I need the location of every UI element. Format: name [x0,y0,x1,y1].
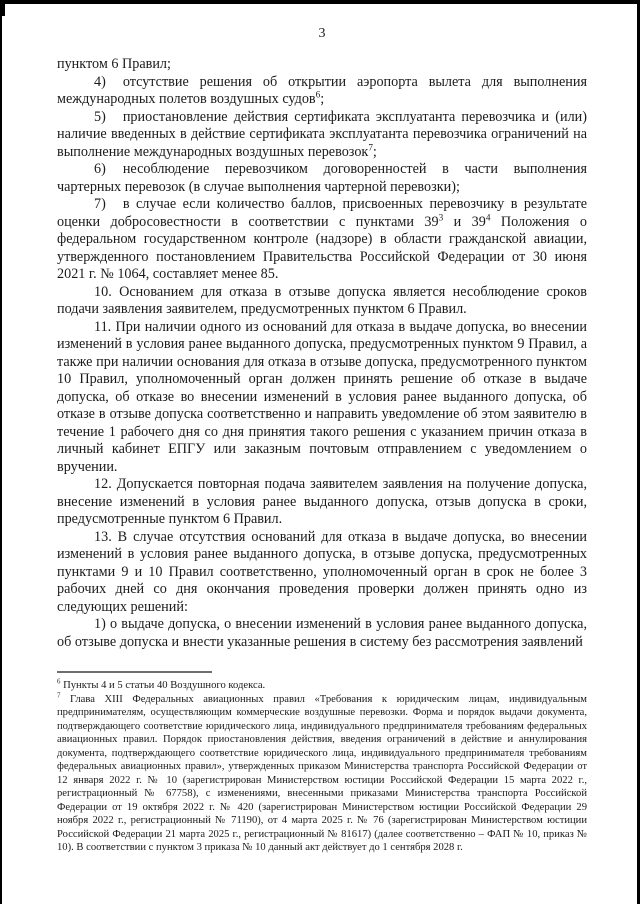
footnote-marker: 7 [57,691,61,699]
footnote-marker: 6 [57,678,61,686]
footnote-ref: 4 [485,211,491,222]
scan-edge-left-notch [0,0,5,16]
footnote: $^6$ Пункты 4 и 5 статьи 40 Воздушного кодекса. [57,678,266,691]
document-body [57,56,587,651]
paragraph: 10. Основанием для отказа в отзыве допуска является несоблюдение сроков подачи заявления заявителем, предусмотренных пунктом 6 Правил. [57,283,587,317]
paragraph: 4) отсутствие решения об открытии аэропорта вылета для выполнения международных полетов воздушных судов$^6$; [57,73,587,107]
paragraph: 7) в случае если количество баллов, присвоенных перевозчику в результате оценки добросовестности в соответствии с пунктами $39^3$ и $39^4$ Положения о федеральном государственном контроле (надзоре) в области гражданской авиации, утвержденного постановлением Правительства Российской Федерации от 30 июня 2021 г. № 1064, составляет менее 85. [57,196,587,282]
footnotes [57,679,587,855]
paragraph: 6) несоблюдение перевозчиком договоренностей в части выполнения чартерных перевозок (в случае выполнения чартерной перевозки); [57,161,587,195]
paragraph: 13. В случае отсутствия оснований для отказа в выдаче допуска, во внесении изменений в условия ранее выданного допуска, в отзыве допуска, предусмотренных пунктами 9 и 10 Правил соответственно, уполномоченный орган в срок не более 3 рабочих дней со дня окончания проведения проверки должен принять одно из следующих решений: [57,528,587,615]
paragraph: пунктом 6 Правил; [57,56,171,72]
footnote: $^7$ Глава XIII Федеральных авиационных правил «Требования к юридическим лицам, индивидуальным предпринимателям, осуществляющим коммерческие воздушные перевозки. Форма и порядок выдачи документа, подтверждающего соответствие юридического лица, индивидуального предпринимателя требованиям федеральных авиационных правил. Порядок приостановления действия, введения ограничений в действие и аннулирования документа, подтверждающего соответствие юридического лица, индивидуального предпринимателя требованиям федеральных авиационных правил», утвержденных приказом Министерства транспорта Российской Федерации от 12 января 2022 г. № 10 (зарегистрирован Министерством юстиции Российской Федерации 15 марта 2022 г., регистрационный № 67758), с изменениями, внесенными приказами Министерства транспорта Российской Федерации от 19 октября 2022 г. № 420 (зарегистрирован Министерством юстиции Российской Федерации 29 ноября 2022 г., регистрационный № 71190), от 4 марта 2025 г. № 76 (зарегистрирован Министерством юстиции Российской Федерации 21 марта 2025 г., регистрационный № 81617) (далее соответственно – ФАП № 10, приказ № 10). В соответствии с пунктом 3 приказа № 10 данный акт действует до 1 сентября 2028 г. [57,691,587,853]
footnote-ref: 6 [315,89,321,100]
footnote-ref: 3 [438,211,444,222]
paragraph: 5) приостановление действия сертификата эксплуатанта перевозчика и (или) наличие введенных в действие сертификата эксплуатанта перевозчика ограничений на выполнение международных воздушных перевозок$^7$; [57,108,587,160]
scan-edge-top [0,0,640,4]
paragraph: 11. При наличии одного из оснований для отказа в выдаче допуска, во внесении изменений в условия ранее выданного допуска, предусмотренных пунктом 9 Правил, а также при наличии основания для отказа в отзыве допуска, предусмотренного пунктом 10 Правил, уполномоченный орган должен принять решение об отказе в выдаче допуска, об отказе во внесении изменений в условия ранее выданного допуска, об отказе в отзыве допуска соответственно и направить уведомление об этом заявителю в течение 1 рабочего дня со дня принятия такого решения с указанием причин отказа в личный кабинет ЕПГУ или заказным почтовым отправлением с уведомлением о вручении. [57,318,587,475]
footnote-separator [57,671,212,673]
footnote-ref: 7 [368,141,373,152]
paragraph: 1) о выдаче допуска, о внесении изменений в условия ранее выданного допуска, об отзыве допуска и внести указанные решения в систему без рассмотрения заявлений [57,616,587,650]
page-number: 3 [318,26,326,41]
paragraph: 12. Допускается повторная подача заявителем заявления на получение допуска, внесение изменений в условия ранее выданного допуска, отзыв допуска в сроки, предусмотренные пунктом 6 Правил. [57,476,587,527]
scan-edge-left [0,0,2,904]
